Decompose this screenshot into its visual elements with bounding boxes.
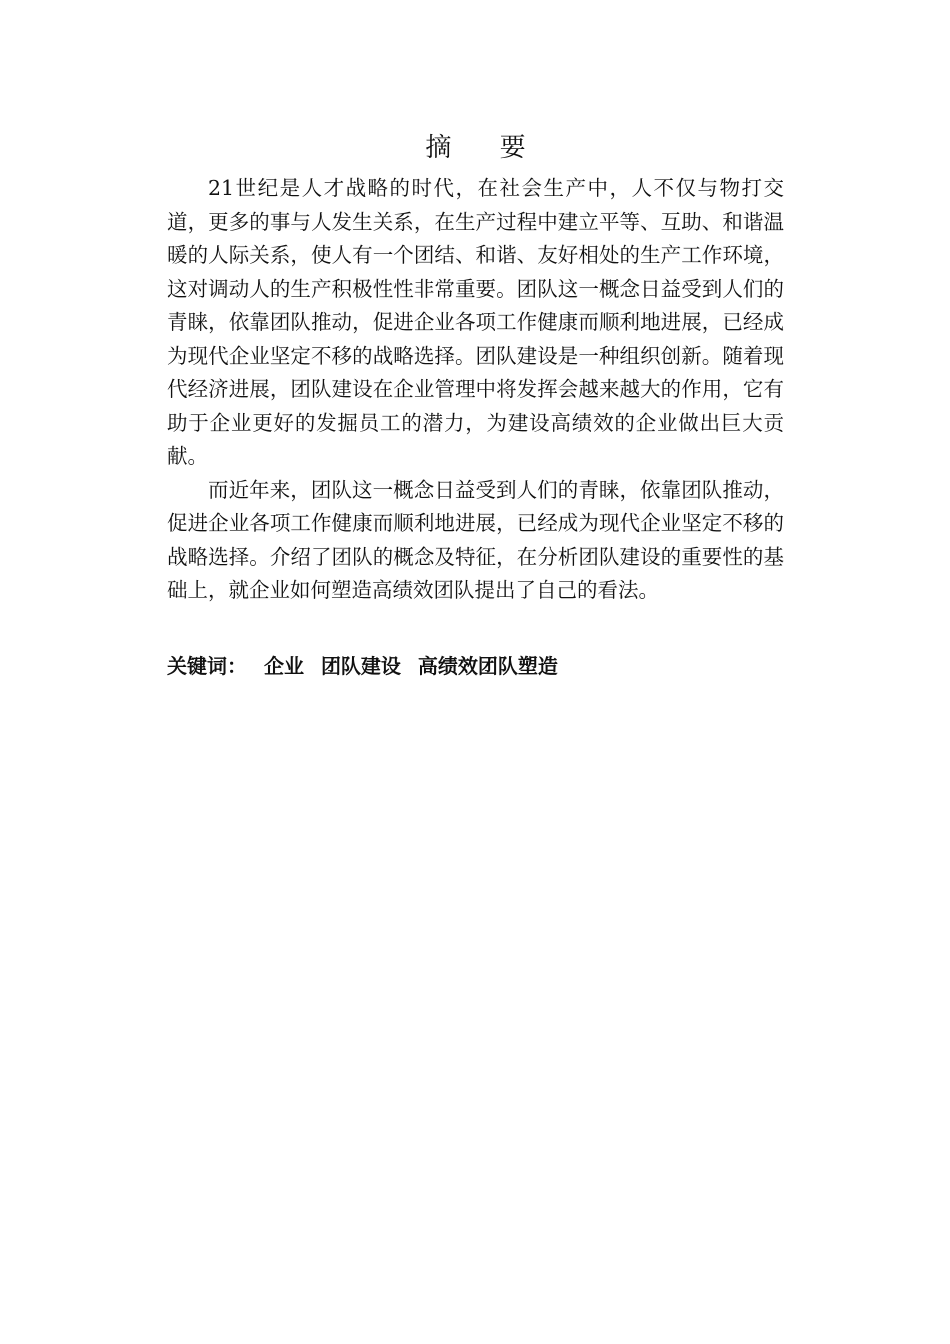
keyword-item: 高绩效团队塑造: [417, 653, 558, 678]
abstract-paragraph-1: 21世纪是人才战略的时代，在社会生产中，人不仅与物打交道，更多的事与人发生关系，在生产过程中建立平等、互助、和谐温暖的人际关系，使人有一个团结、和谐、友好相处的生产工作环境，这对调动人的生产积极性性非常重要。团队这一概念日益受到人们的青睐，依靠团队推动，促进企业各项工作健康而顺利地进展，已经成为现代企业坚定不移的战略选择。团队建设是一种组织创新。随着现代经济进展，团队建设在企业管理中将发挥会越来越大的作用，它有助于企业更好的发掘员工的潜力，为建设高绩效的企业做出巨大贡献。: [167, 176, 784, 468]
keywords-label: 关键词：: [167, 653, 247, 678]
keyword-item: 团队建设: [320, 653, 401, 678]
abstract-section: [167, 128, 784, 682]
keywords-line: [167, 650, 784, 682]
abstract-paragraph-2: 而近年来，团队这一概念日益受到人们的青睐，依靠团队推动，促进企业各项工作健康而顺利地进展，已经成为现代企业坚定不移的战略选择。介绍了团队的概念及特征，在分析团队建设的重要性的基础上，就企业如何塑造高绩效团队提出了自己的看法。: [167, 477, 784, 602]
keyword-item: 企业: [263, 653, 304, 678]
abstract-title: 摘 要: [425, 133, 546, 163]
